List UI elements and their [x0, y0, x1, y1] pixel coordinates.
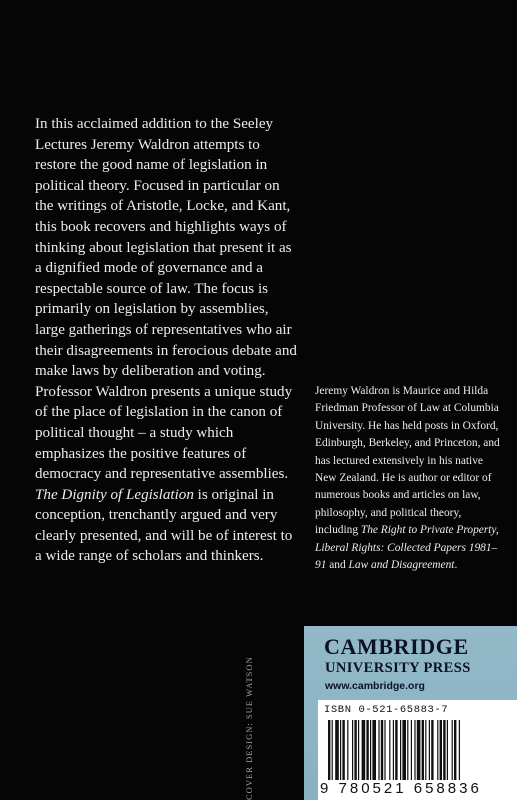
book-description: [35, 114, 297, 567]
cover-design-credit: COVER DESIGN: SUE WATSON: [245, 656, 254, 800]
bio-text: Jeremy Waldron is Maurice and Hilda Friedman Professor of Law at Columbia University. He has held posts in Oxford, Edinburgh, Berkeley, and Princeton, and has lectured extensively in his native New Zealand. He is author or editor of numerous books and articles on law, philosophy, and political theory, including: [315, 385, 500, 537]
description-text-end: is original in conception, trenchantly argued and very clearly presented, and will be of interest to a wide range of scholars and thinkers.: [35, 486, 293, 565]
publisher-logo: CAMBRIDGE: [324, 634, 469, 659]
publisher-subtitle: UNIVERSITY PRESS: [325, 660, 471, 676]
author-bio: [315, 383, 507, 574]
description-text: In this acclaimed addition to the Seeley Lectures Jeremy Waldron attempts to restore the good name of legislation in political theory. Focused in particular on the writings of Aristotle, Locke, and Kant, this book recovers and highlights ways of thinking about legislation that present it as a dignified mode of governance and a respectable source of law. The focus is primarily on legislation by assemblies, large gatherings of representatives who air their disagreements in ferocious debate and make laws by deliberation and voting. Professor Waldron presents a unique study of the place of legislation in the canon of political thought – a study which emphasizes the positive features of democracy and representative assemblies.: [35, 116, 297, 483]
barcode-number: 9 780521 658836: [320, 780, 482, 797]
barcode-box: [318, 700, 517, 800]
publisher-website: www.cambridge.org: [325, 680, 425, 692]
bio-text-and: and: [326, 559, 349, 572]
isbn-label: ISBN 0-521-65883-7: [324, 704, 449, 716]
book-title-italic: The Dignity of Legislation: [35, 486, 194, 503]
barcode-icon: [328, 720, 508, 780]
bio-title-italic-1: The Right to Private Property, Liberal Rights: Collected Papers 1981–91: [315, 524, 499, 572]
bio-title-italic-2: Law and Disagreement: [348, 559, 455, 572]
publisher-panel: [304, 626, 517, 800]
bio-text-end: .: [454, 559, 458, 572]
